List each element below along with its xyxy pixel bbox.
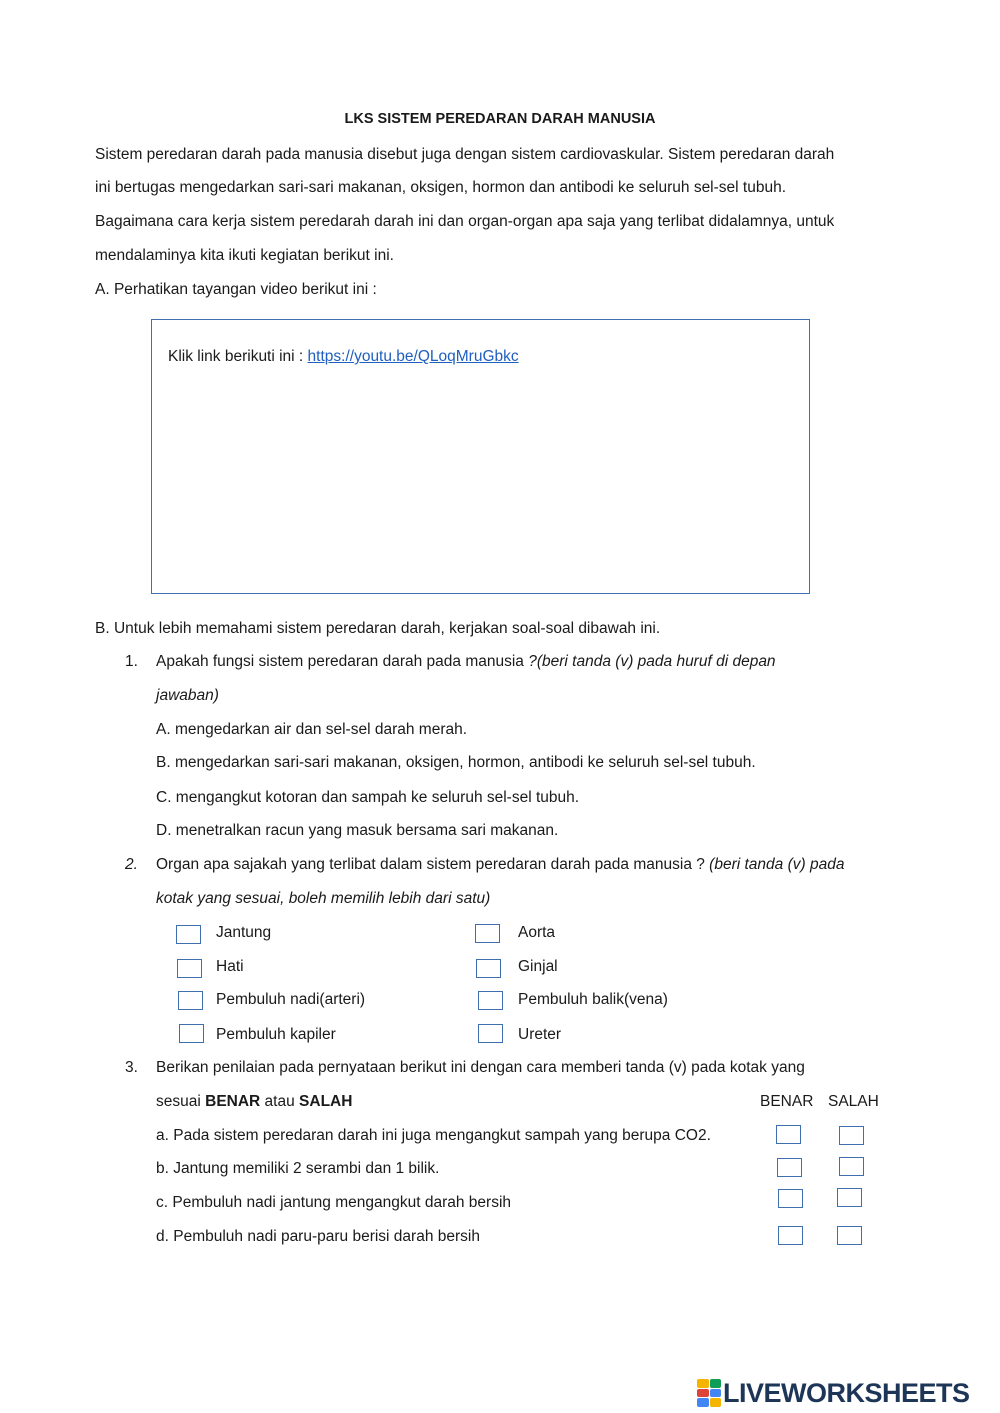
option-label: Pembuluh kapiler [216,1026,336,1043]
q1-text [156,653,776,671]
q2-hint: (beri tanda (v) pada [709,856,845,873]
checkbox-hati[interactable] [177,959,202,978]
statement-d: d. Pembuluh nadi paru-paru berisi darah bersih [156,1228,480,1245]
checkbox-arteri[interactable] [178,991,203,1010]
video-link[interactable]: https://youtu.be/QLoqMruGbkc [307,348,519,365]
q1-hint: ?(beri tanda (v) pada huruf di depan [528,653,776,670]
checkbox-salah-d[interactable] [837,1226,862,1245]
q1-option-b[interactable]: B. mengedarkan sari-sari makanan, oksigen, hormon, antibodi ke seluruh sel-sel tubuh. [156,754,756,771]
option-label: Hati [216,958,244,975]
option-label: Ureter [518,1026,562,1043]
checkbox-benar-a[interactable] [776,1125,801,1144]
liveworksheets-logo [697,1376,970,1410]
checkbox-ureter[interactable] [478,1024,503,1043]
column-header-salah: SALAH [828,1093,879,1110]
q3-text-a: sesuai [156,1093,206,1110]
checkbox-kapiler[interactable] [179,1024,204,1043]
checkbox-benar-b[interactable] [777,1158,802,1177]
q3-number: 3. [125,1059,138,1076]
logo-text: LIVEWORKSHEETS [723,1377,970,1408]
intro-line: ini bertugas mengedarkan sari-sari makanan, oksigen, hormon dan antibodi ke seluruh sel-sel tubuh. [95,179,787,196]
q3-salah-bold: SALAH [299,1093,353,1110]
q1-option-d[interactable]: D. menetralkan racun yang masuk bersama sari makanan. [156,822,559,839]
checkbox-vena[interactable] [478,991,503,1010]
checkbox-salah-c[interactable] [837,1188,862,1207]
q1-hint-cont: jawaban) [156,687,219,704]
q3-benar-bold: BENAR [205,1093,261,1110]
intro-line: Sistem peredaran darah pada manusia disebut juga dengan sistem cardiovaskular. Sistem peredaran darah [95,146,835,163]
q3-text-c: atau [260,1093,300,1110]
q3-text: Berikan penilaian pada pernyataan berikut ini dengan cara memberi tanda (v) pada kotak yang [156,1059,805,1076]
checkbox-ginjal[interactable] [476,959,501,978]
q1-option-c[interactable]: C. mengangkut kotoran dan sampah ke seluruh sel-sel tubuh. [156,789,580,806]
option-label: Ginjal [518,958,558,975]
statement-b: b. Jantung memiliki 2 serambi dan 1 bilik. [156,1160,440,1177]
page-title: LKS SISTEM PEREDARAN DARAH MANUSIA [344,111,656,127]
checkbox-aorta[interactable] [475,924,500,943]
q2-hint-cont: kotak yang sesuai, boleh memilih lebih dari satu) [156,890,491,907]
option-label: Pembuluh nadi(arteri) [216,991,366,1008]
q2-number: 2. [125,856,138,873]
q2-text [156,856,844,874]
intro-line: Bagaimana cara kerja sistem peredarah darah ini dan organ-organ apa saja yang terlibat didalamnya, untuk [95,213,835,230]
section-a-heading: A. Perhatikan tayangan video berikut ini : [95,281,377,298]
statement-a: a. Pada sistem peredaran darah ini juga mengangkut sampah yang berupa CO2. [156,1127,711,1144]
q2-question: Organ apa sajakah yang terlibat dalam sistem peredaran darah pada manusia ? [156,856,710,873]
statement-c: c. Pembuluh nadi jantung mengangkut darah bersih [156,1194,512,1211]
video-link-prefix: Klik link berikuti ini : [168,348,308,365]
column-header-benar: BENAR [760,1093,814,1110]
video-link-box [151,319,810,594]
section-b-heading: B. Untuk lebih memahami sistem peredaran darah, kerjakan soal-soal dibawah ini. [95,620,661,637]
checkbox-jantung[interactable] [176,925,201,944]
q3-text-cont [156,1093,352,1111]
q1-question: Apakah fungsi sistem peredaran darah pada manusia [156,653,529,670]
checkbox-benar-d[interactable] [778,1226,803,1245]
checkbox-salah-a[interactable] [839,1126,864,1145]
checkbox-benar-c[interactable] [778,1189,803,1208]
option-label: Jantung [216,924,272,941]
option-label: Pembuluh balik(vena) [518,991,668,1008]
intro-line: mendalaminya kita ikuti kegiatan berikut ini. [95,247,394,264]
q1-number: 1. [125,653,138,670]
checkbox-salah-b[interactable] [839,1157,864,1176]
option-label: Aorta [518,924,556,941]
logo-mark-icon [697,1379,721,1407]
q1-option-a[interactable]: A. mengedarkan air dan sel-sel darah merah. [156,721,468,738]
